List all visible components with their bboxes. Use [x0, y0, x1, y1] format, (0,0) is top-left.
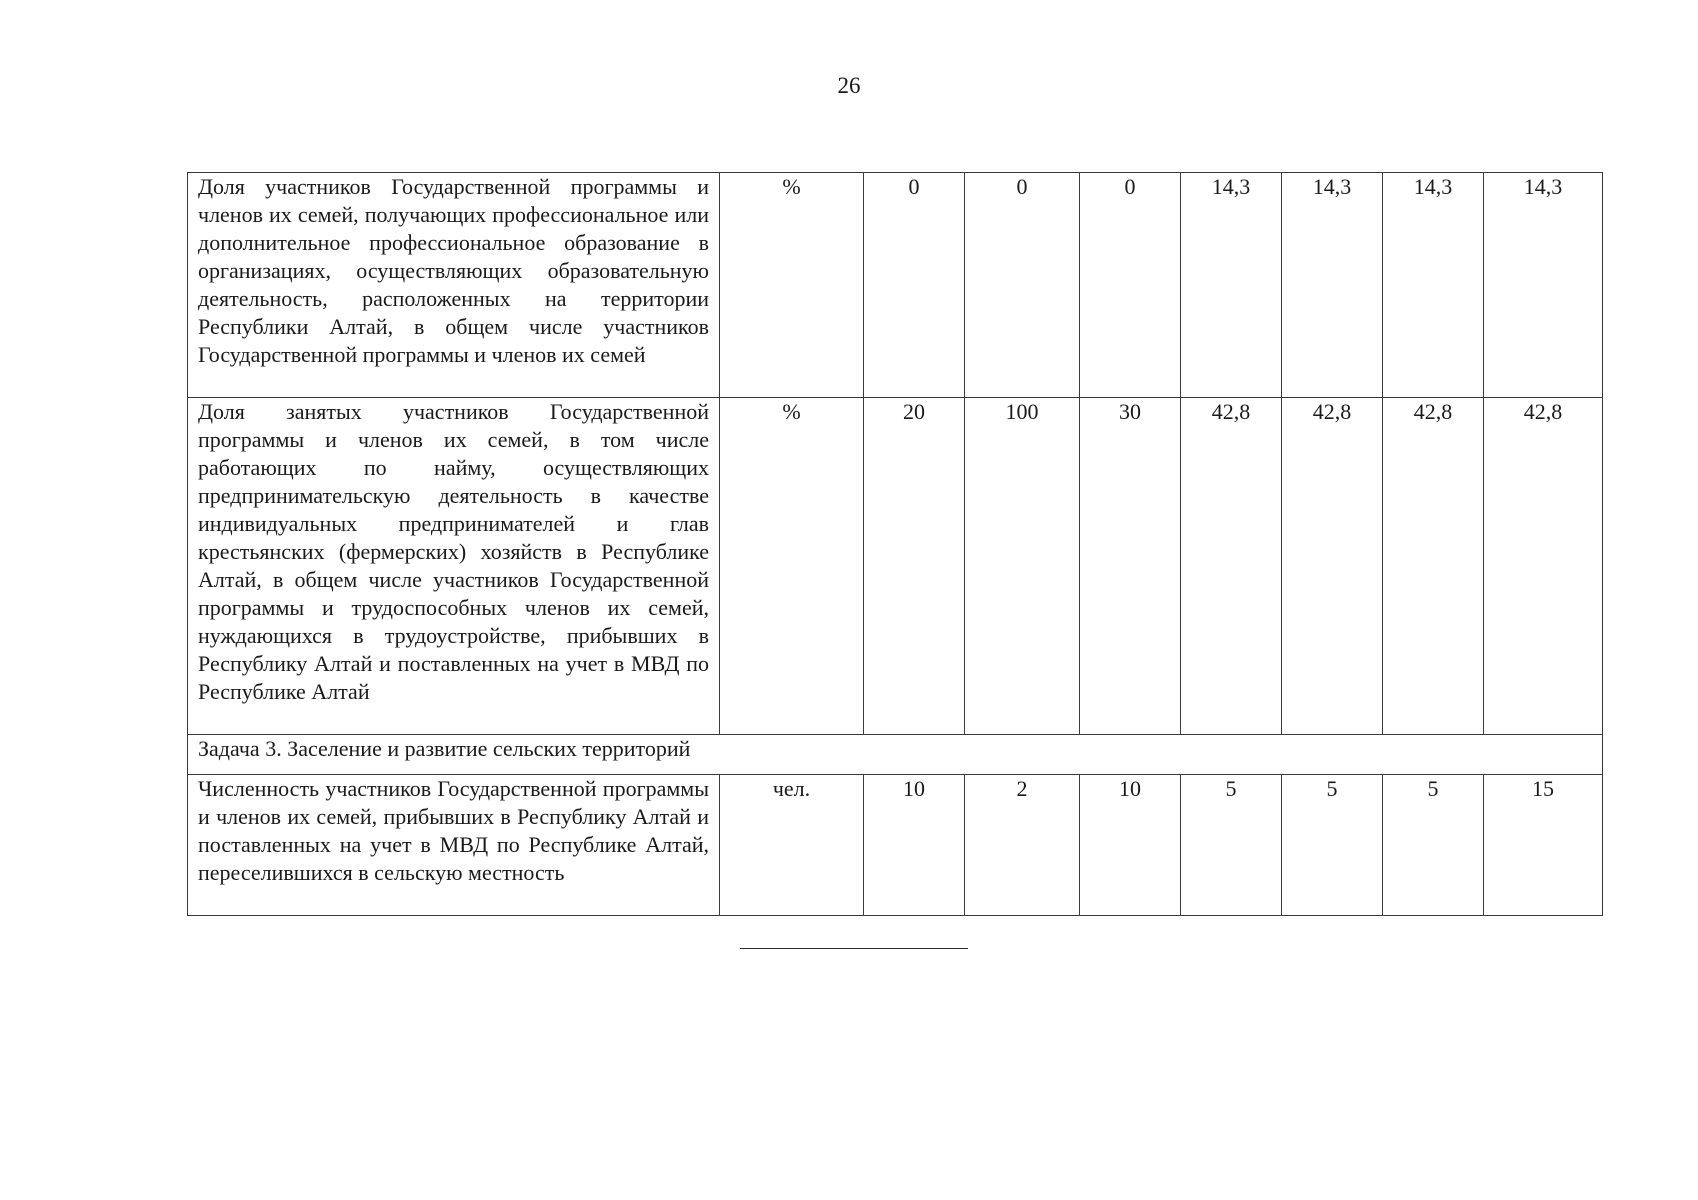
- indicator-value: 14,3: [1282, 173, 1383, 398]
- table-row: [188, 173, 1603, 398]
- indicator-value: 42,8: [1181, 398, 1282, 735]
- indicator-value: 5: [1282, 775, 1383, 916]
- indicator-description: Численность участников Государственной программы и членов их семей, прибывших в Республику Алтай и поставленных на учет в МВД по Республике Алтай, переселившихся в сельскую местность: [188, 775, 720, 916]
- indicator-value: 0: [1080, 173, 1181, 398]
- indicator-value: 42,8: [1282, 398, 1383, 735]
- indicator-value: 14,3: [1181, 173, 1282, 398]
- indicator-value: 10: [1080, 775, 1181, 916]
- task-heading: Задача 3. Заселение и развитие сельских территорий: [188, 735, 1603, 775]
- task-row: [188, 735, 1603, 775]
- indicator-value: 20: [864, 398, 965, 735]
- indicator-value: 10: [864, 775, 965, 916]
- indicator-value: 42,8: [1484, 398, 1603, 735]
- indicator-value: 5: [1181, 775, 1282, 916]
- indicator-value: 14,3: [1484, 173, 1603, 398]
- indicator-value: 15: [1484, 775, 1603, 916]
- indicator-value: 100: [965, 398, 1080, 735]
- indicator-value: 30: [1080, 398, 1181, 735]
- page-number: 26: [837, 73, 861, 98]
- indicator-description: Доля занятых участников Государственной программы и членов их семей, в том числе работающих по найму, осуществляющих предпринимательскую деятельность в качестве индивидуальных предпринимателей и глав крестьянских (фермерских) хозяйств в Республике Алтай, в общем числе участников Государственной программы и трудоспособных членов их семей, нуждающихся в трудоустройстве, прибывших в Республику Алтай и поставленных на учет в МВД по Республике Алтай: [188, 398, 720, 735]
- indicator-unit: %: [720, 398, 864, 735]
- indicator-value: 42,8: [1383, 398, 1484, 735]
- table-row: [188, 775, 1603, 916]
- footer-separator-line: [740, 948, 968, 949]
- table-row: [188, 398, 1603, 735]
- indicator-unit: %: [720, 173, 864, 398]
- indicator-value: 2: [965, 775, 1080, 916]
- indicator-description: Доля участников Государственной программы и членов их семей, получающих профессиональное или дополнительное профессиональное образование в организациях, осуществляющих образовательную деятельность, расположенных на территории Республики Алтай, в общем числе участников Государственной программы и членов их семей: [188, 173, 720, 398]
- indicator-value: 0: [965, 173, 1080, 398]
- indicator-value: 0: [864, 173, 965, 398]
- indicators-table: [187, 172, 1603, 916]
- indicator-value: 14,3: [1383, 173, 1484, 398]
- indicator-value: 5: [1383, 775, 1484, 916]
- indicator-unit: чел.: [720, 775, 864, 916]
